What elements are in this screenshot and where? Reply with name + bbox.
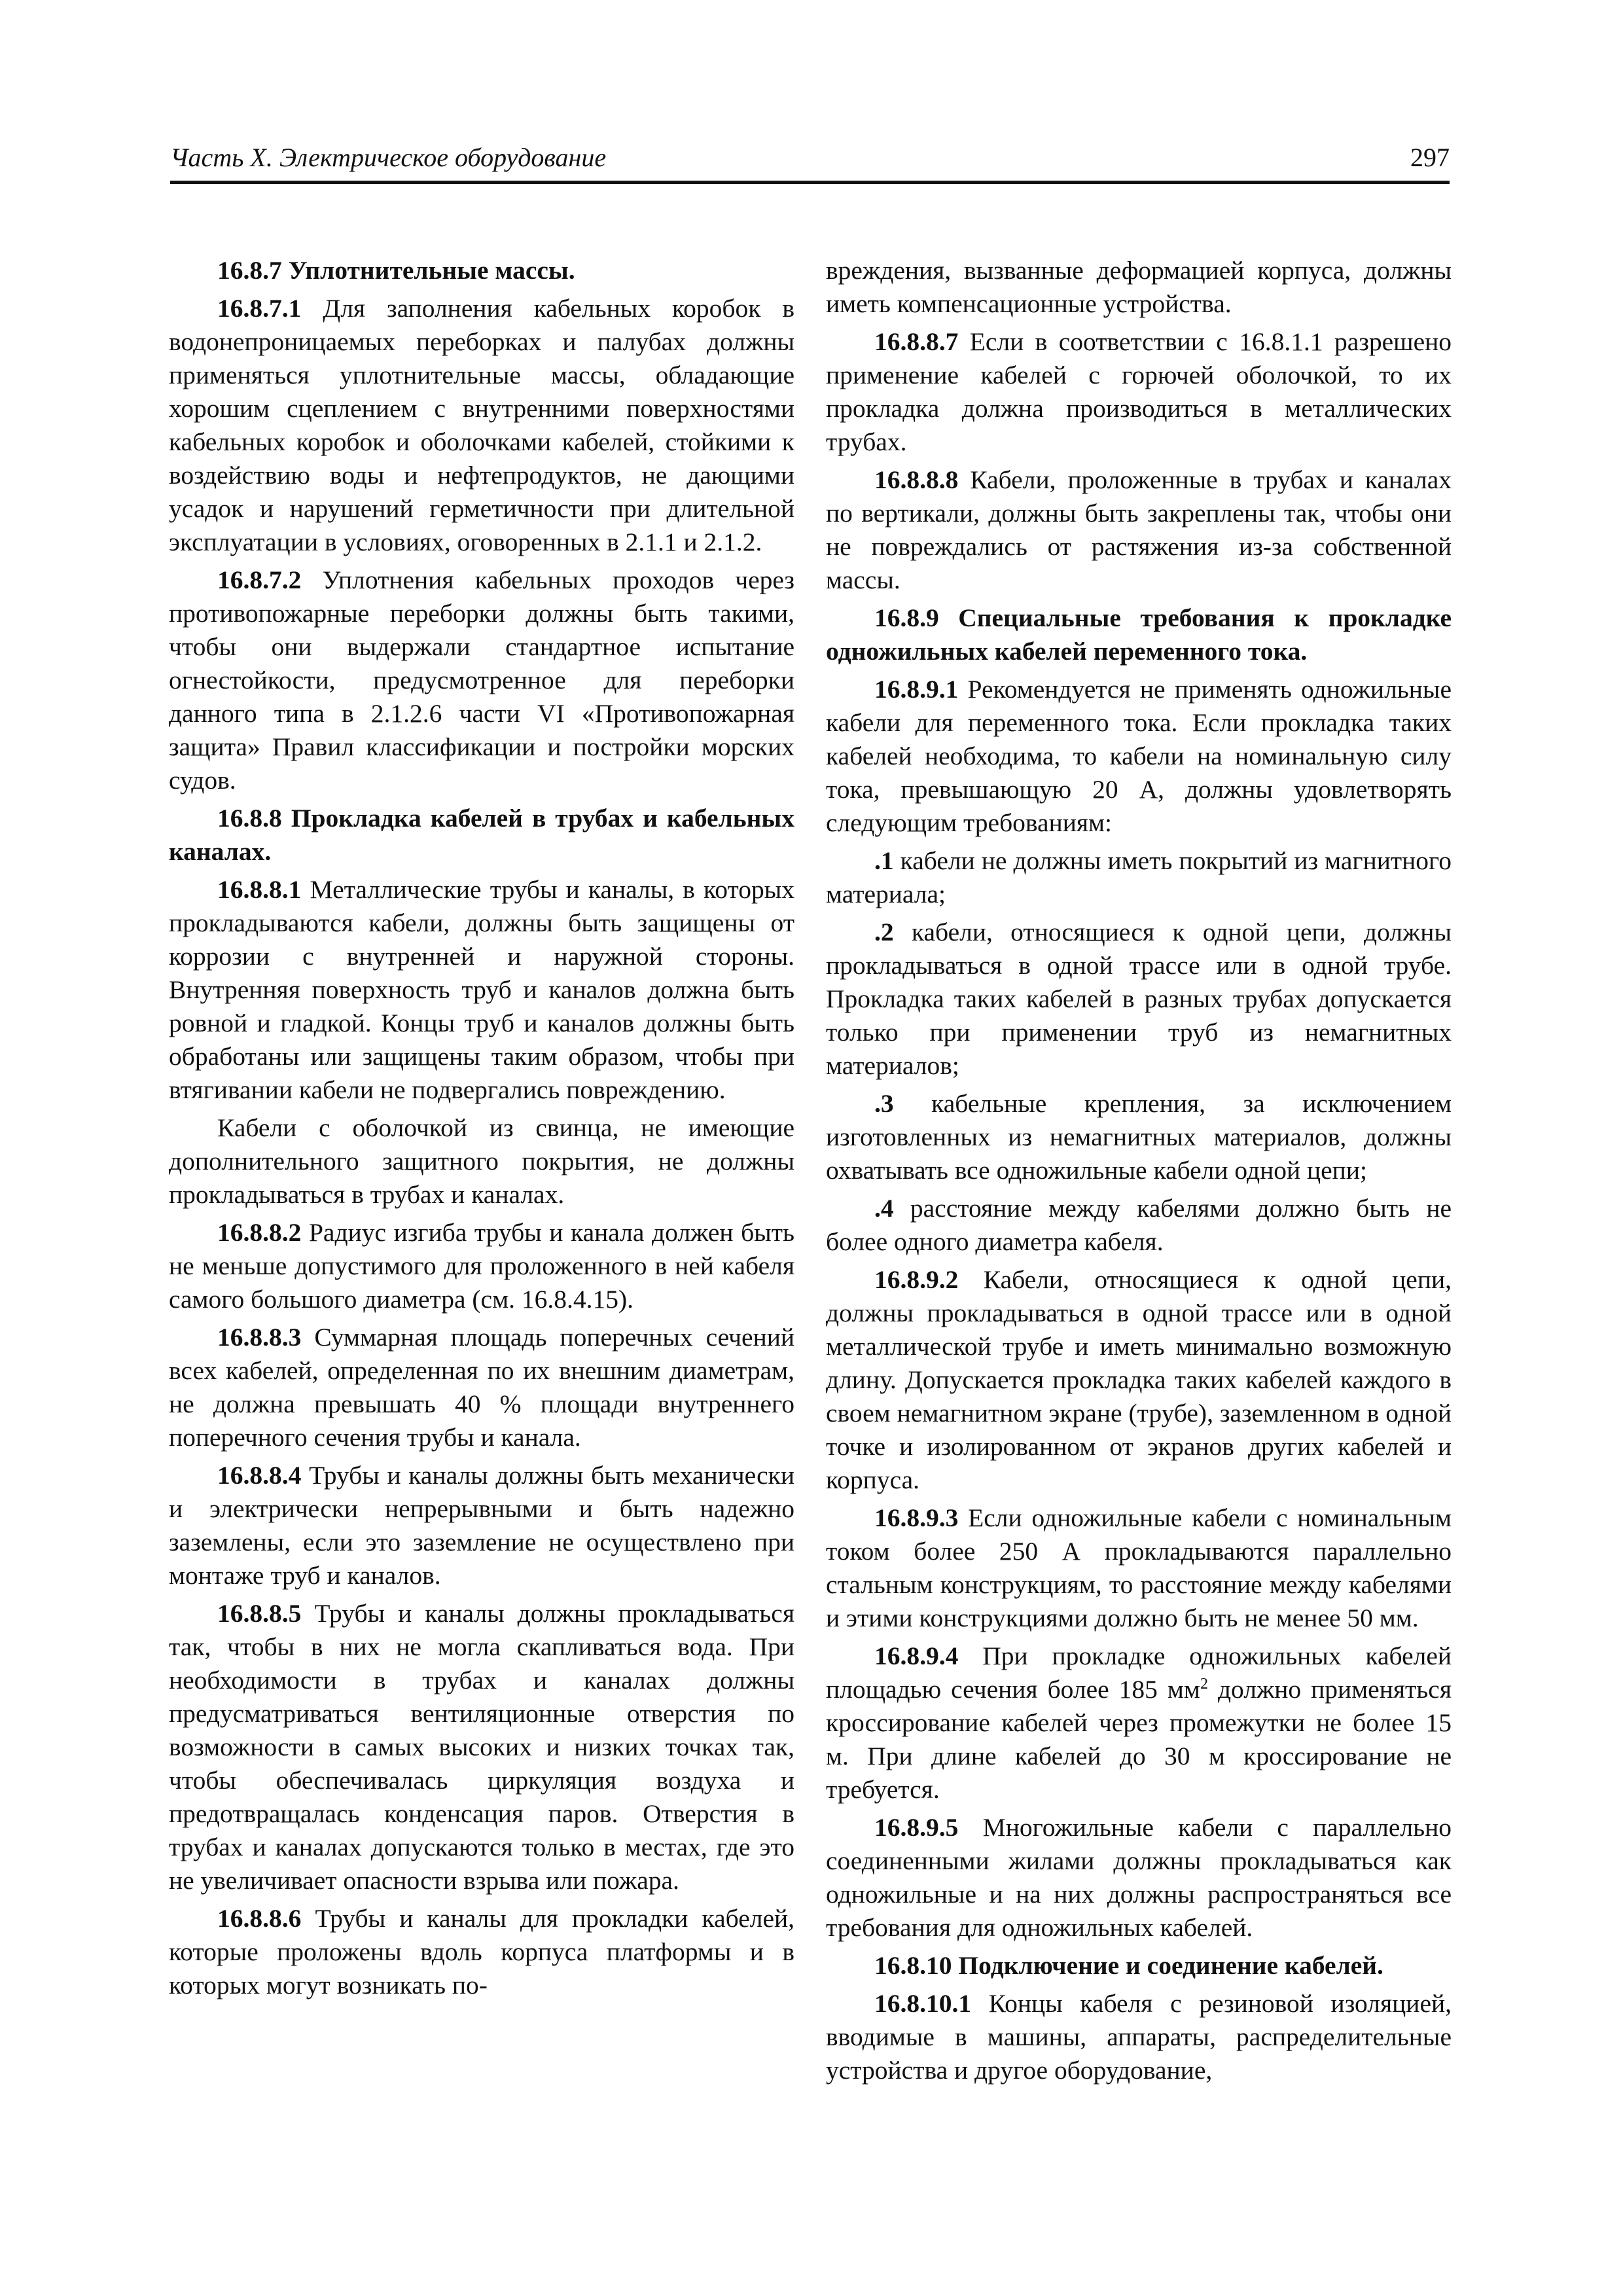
right-column [826,254,1452,2092]
paragraph-lead-cables: Кабели с оболочкой из свинца, не имеющие дополнительного защитного покрытия, не должны прокладываться в трубах и каналах. [169,1113,794,1209]
paragraph-16-8-9-5: 16.8.9.5 Многожильные кабели с параллельно соединенными жилами должны прокладываться как одножильные и на них должны распространяться все требования для одножильных кабелей. [826,1813,1452,1942]
paragraph-16-8-9-4: 16.8.9.4 При прокладке одножильных кабелей площадью сечения более 185 $мм^2$ должно применяться кроссирование кабелей через промежутки не более 15 м. При длине кабелей до 30 м кроссирование не требуется. [826,1641,1452,1804]
list-item-3: .3 кабельные крепления, за исключением изготовленных из немагнитных материалов, должны охватывать все одножильные кабели одной цепи; [826,1089,1452,1185]
paragraph-16-8-7-1: 16.8.7.1 Для заполнения кабельных коробок в водонепроницаемых переборках и палубах должны применяться уплотнительные массы, обладающие хорошим сцеплением с внутренними поверхностями кабельных коробок и оболочками кабелей, стойкими к воздействию воды и нефтепродуктов, не дающими усадок и нарушений герметичности при длительной эксплуатации в условиях, оговоренных в 2.1.1 и 2.1.2. [169,294,794,556]
section-heading-16-8-8: 16.8.8 Прокладка кабелей в трубах и кабельных каналах. [169,804,794,866]
list-item-1: .1 кабели не должны иметь покрытий из магнитного материала; [826,846,1452,908]
list-item-2: .2 кабели, относящиеся к одной цепи, должны прокладываться в одной трассе или в одной трубе. Прокладка таких кабелей в разных трубах допускается только при применении труб из немагнитных материалов; [826,918,1452,1080]
paragraph-16-8-8-2: 16.8.8.2 Радиус изгиба трубы и канала должен быть не меньше допустимого для проложенного в ней кабеля самого большого диаметра (см. 16.8.4.15). [169,1218,794,1314]
paragraph-16-8-9-1: 16.8.9.1 Рекомендуется не применять одножильные кабели для переменного тока. Если прокладка таких кабелей необходима, то кабели на номинальную силу тока, превышающую 20 А, должны удовлетворять следующим требованиям: [826,675,1452,837]
running-header [170,131,1450,184]
list-item-4: .4 расстояние между кабелями должно быть не более одного диаметра кабеля. [826,1194,1452,1256]
running-title: Часть X. Электрическое оборудование [170,143,607,172]
superscript-2: 2 [1200,1675,1208,1693]
paragraph-16-8-8-6: 16.8.8.6 Трубы и каналы для прокладки кабелей, которые проложены вдоль корпуса платформы и в которых могут возникать по- [169,1904,794,2000]
paragraph-16-8-9-2: 16.8.9.2 Кабели, относящиеся к одной цепи, должны прокладываться в одной трассе или в одной металлической трубе и иметь минимально возможную длину. Допускается прокладка таких кабелей каждого в своем немагнитном экране (трубе), заземленном в одной точке и изолированном от экранов других кабелей и корпуса. [826,1265,1452,1494]
paragraph-16-8-8-3: 16.8.8.3 Суммарная площадь поперечных сечений всех кабелей, определенная по их внешним диаметрам, не должна превышать 40 % площади внутреннего поперечного сечения трубы и канала. [169,1323,794,1452]
paragraph-16-8-8-5: 16.8.8.5 Трубы и каналы должны прокладываться так, чтобы в них не могла скапливаться вода. При необходимости в трубах и каналах должны предусматриваться вентиляционные отверстия по возможности в самых высоких и низких точках так, чтобы обеспечивалась циркуляция воздуха и предотвращалась конденсация паров. Отверстия в трубах и каналах допускаются только в местах, где это не увеличивает опасности взрыва или пожара. [169,1599,794,1895]
paragraph-16-8-8-7: 16.8.8.7 Если в соответствии с 16.8.1.1 разрешено применение кабелей с горючей оболочкой, то их прокладка должна производиться в металлических трубах. [826,327,1452,456]
paragraph-16-8-8-8: 16.8.8.8 Кабели, проложенные в трубах и каналах по вертикали, должны быть закреплены так, чтобы они не повреждались от растяжения из-за собственной массы. [826,465,1452,594]
section-heading-16-8-7: 16.8.7 Уплотнительные массы. [217,256,575,285]
paragraph-16-8-9-3: 16.8.9.3 Если одножильные кабели с номинальным током более 250 А прокладываются параллельно стальным конструкциям, то расстояние между кабелями и этими конструкциями должно быть не менее 50 мм. [826,1503,1452,1632]
paragraph-16-8-10-1: 16.8.10.1 Концы кабеля с резиновой изоляцией, вводимые в машины, аппараты, распределительные устройства и другое оборудование, [826,1989,1452,2085]
section-heading-16-8-10: 16.8.10 Подключение и соединение кабелей. [874,1951,1383,1980]
page-number: 297 [1410,143,1450,172]
left-column [169,254,794,2007]
paragraph-continuation: вреждения, вызванные деформацией корпуса, должны иметь компенсационные устройства. [826,256,1452,318]
paragraph-16-8-8-1: 16.8.8.1 Металлические трубы и каналы, в которых прокладываются кабели, должны быть защищены от коррозии с внутренней и наружной стороны. Внутренняя поверхность труб и каналов должна быть ровной и гладкой. Концы труб и каналов должны быть обработаны или защищены таким образом, чтобы при втягивании кабели не подвергались повреждению. [169,875,794,1104]
paragraph-16-8-7-2: 16.8.7.2 Уплотнения кабельных проходов через противопожарные переборки должны быть такими, чтобы они выдержали стандартное испытание огнестойкости, предусмотренное для переборки данного типа в 2.1.2.6 части VI «Противопожарная защита» Правил классификации и постройки морских судов. [169,565,794,795]
section-heading-16-8-9: 16.8.9 Специальные требования к прокладке одножильных кабелей переменного тока. [826,603,1452,666]
paragraph-16-8-8-4: 16.8.8.4 Трубы и каналы должны быть механически и электрически непрерывными и быть надежно заземлены, если это заземление не осуществлено при монтаже труб и каналов. [169,1461,794,1590]
